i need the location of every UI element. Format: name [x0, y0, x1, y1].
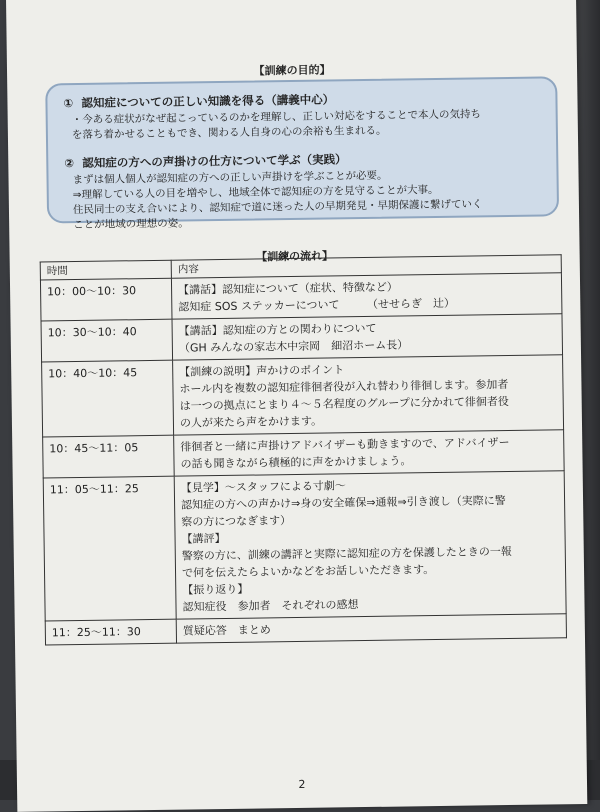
- flow-row-line: 認知症役 参加者 それぞれの感想: [182, 598, 359, 614]
- purpose-title: 【訓練の目的】: [253, 63, 331, 78]
- page-number: 2: [298, 777, 306, 791]
- document-page: [6, 0, 587, 812]
- flow-row-line: 警察の方に、訓練の講評と実際に認知症の方を保護したときの一報: [181, 544, 512, 563]
- flow-row-line: 徘徊者と一緒に声掛けアドバイザーも動きますので、アドバイザー: [180, 435, 510, 454]
- purpose-item-1-body: [64, 106, 554, 143]
- flow-row-time: 10：40〜10：45: [42, 360, 174, 437]
- purpose-item-2-line: ⇒理解している人の目を増やし、地域全体で認知症の方を見守ることが大事。: [72, 183, 439, 202]
- flow-row-line: ホール内を複数の認知症徘徊者役が入れ替わり徘徊します。参加者: [179, 378, 509, 396]
- flow-row-time: 11：05〜11：25: [43, 476, 176, 621]
- purpose-item-1: [63, 88, 554, 143]
- flow-row: [41, 314, 563, 362]
- flow-row-time: 10：00〜10：30: [40, 278, 172, 321]
- purpose-item-1-line: ・今ある症状がなぜ起こっているのかを理解し、正しい対応をすることで本人の気持ち: [71, 108, 482, 127]
- flow-row-content: [173, 355, 564, 435]
- flow-row-content: [174, 471, 566, 619]
- flow-row-line: 【訓練の説明】声かけのポイント: [179, 363, 345, 379]
- flow-row-content: [171, 273, 562, 319]
- flow-row-content: [174, 430, 565, 476]
- flow-row: [43, 430, 565, 478]
- flow-row-line: 質疑応答 まとめ: [182, 623, 271, 638]
- flow-row-line: で何を伝えたらよいかなどをお話しいただきます。: [181, 563, 435, 580]
- flow-row: [40, 273, 562, 321]
- flow-row-line: の話も聞きながら積極的に声をかけましょう。: [180, 454, 412, 471]
- purpose-item-2-body: [64, 166, 555, 233]
- flow-table: [40, 254, 567, 645]
- flow-row-line: 【振り返り】: [182, 582, 249, 597]
- purpose-item-2-line: 住民同士の支え合いにより、認知症で道に迷った人の早期発見・早期保護に繋げていく: [72, 198, 483, 217]
- flow-header-time: 時間: [40, 260, 171, 280]
- purpose-box: [45, 76, 559, 232]
- flow-row-time: 10：45〜11：05: [43, 435, 175, 478]
- flow-row: [42, 355, 564, 437]
- flow-header-content: 内容: [171, 255, 561, 278]
- flow-row-line: 【講話】認知症について（症状、特徴など）: [178, 280, 398, 297]
- flow-row-time: 10：30〜10：40: [41, 319, 173, 362]
- purpose-item-2-number: ②: [64, 156, 75, 171]
- flow-row-line: 【講話】認知症の方との関わりについて: [178, 321, 377, 338]
- flow-row-line: 【講評】: [181, 531, 226, 546]
- purpose-item-2-heading: 認知症の方への声掛けの仕方について学ぶ（実践）: [82, 152, 347, 170]
- purpose-item-2-line: ことが地域の理想の姿。: [73, 217, 189, 232]
- purpose-item-1-line: を落ち着かせることもでき、関わる人自身の心の余裕も生まれる。: [71, 124, 387, 142]
- flow-row-line: 【見学】〜スタッフによる寸劇〜: [180, 479, 346, 495]
- purpose-item-2-line: まずは個人個人が認知症の方への正しい声掛けを学ぶことが必要。: [72, 169, 388, 187]
- flow-row-content: [176, 614, 566, 643]
- flow-row: [43, 471, 566, 621]
- flow-row-line: 認知症 SOS ステッカーについて （せせらぎ 辻）: [178, 296, 456, 314]
- flow-row-line: （GH みんなの家志木中宗岡 細沼ホーム長）: [178, 338, 409, 355]
- flow-row-line: 認知症の方への声かけ⇒身の安全確保⇒通報⇒引き渡し（実際に警: [181, 494, 506, 512]
- flow-row-line: は一つの拠点にとまり４〜５名程度のグループに分かれて徘徊者役: [179, 394, 509, 413]
- purpose-item-1-heading: 認知症についての正しい知識を得る（講義中心）: [81, 92, 335, 110]
- flow-row-time: 11：25〜11：30: [45, 619, 176, 645]
- flow-row-line: の人が来たら声をかけます。: [179, 414, 323, 430]
- purpose-item-2: [64, 148, 555, 233]
- flow-row-line: 察の方につなぎます）: [181, 514, 292, 529]
- flow-row-content: [172, 314, 563, 360]
- flow-title: 【訓練の流れ】: [256, 249, 334, 264]
- purpose-item-1-number: ①: [63, 96, 74, 111]
